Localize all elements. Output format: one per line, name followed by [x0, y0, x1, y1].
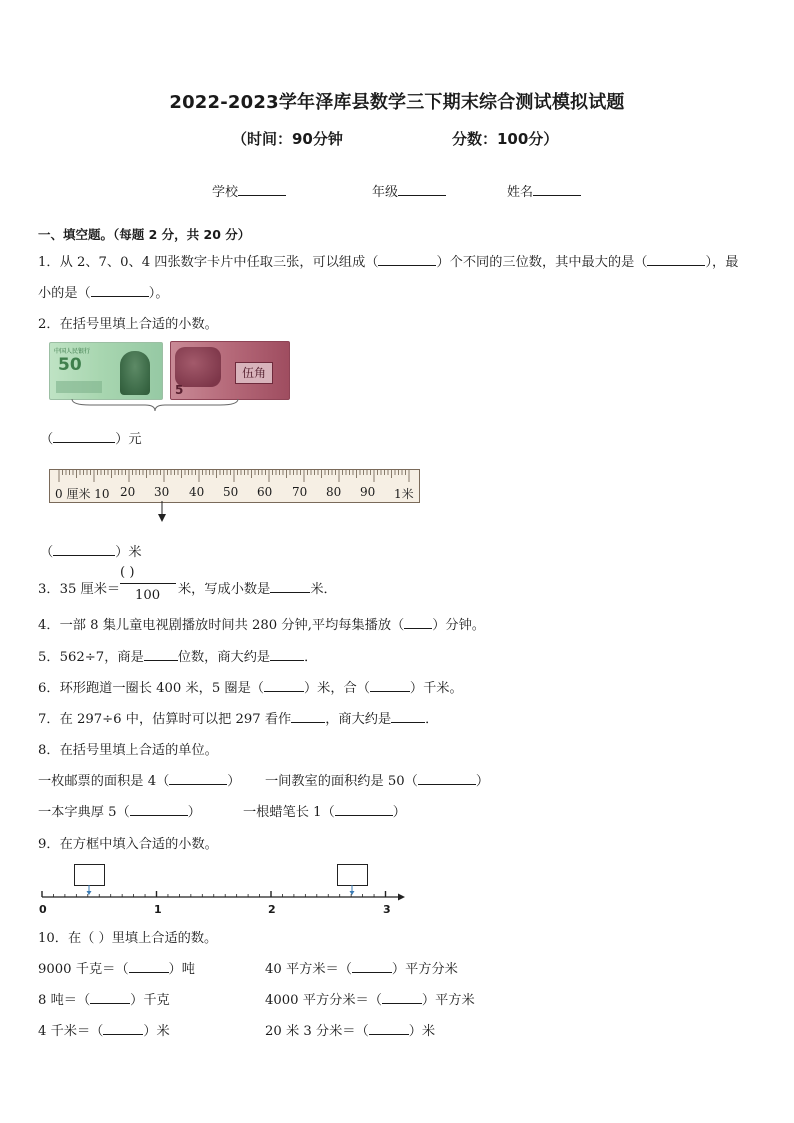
q8-blank[interactable]: [335, 803, 393, 816]
ruler-label: 30: [154, 485, 170, 499]
q8-item-close: ）: [187, 805, 201, 820]
q3-text-b-span: 米，写成小数是: [178, 582, 271, 597]
q7-text-a: 7．在 297÷6 中，估算时可以把 297 看作: [38, 712, 292, 727]
q10-item: [38, 958, 195, 977]
question-2: 2．在括号里填上合适的小数。: [38, 317, 218, 332]
q5-blank-2[interactable]: [270, 648, 304, 661]
q1-blank-1[interactable]: [378, 253, 436, 266]
q10-item-text: 40 平方米＝（: [265, 962, 352, 977]
school-field: [212, 181, 286, 200]
q10-item-unit: ）平方米: [421, 993, 475, 1008]
q3-fraction-denominator: 100: [135, 588, 161, 603]
ruler-label: 50: [223, 485, 239, 499]
q4-text-a: 4．一部 8 集儿童电视剧播放时间共 280 分钟,平均每集播放（: [38, 618, 405, 633]
q8-item-close: ）: [475, 774, 490, 789]
q2b-open: （: [40, 545, 54, 560]
q10-item-text: 9000 千克＝（: [38, 962, 129, 977]
number-line-label: 3: [383, 903, 391, 916]
q8-item-close: ）: [392, 805, 406, 820]
q1-text-b: ）个不同的三位数，其中最大的是（: [436, 255, 648, 270]
q10-blank[interactable]: [90, 991, 130, 1004]
q5-text-c: ．: [304, 650, 318, 665]
q10-item-text: 4000 平方分米＝（: [265, 993, 382, 1008]
ruler-label: 90: [360, 485, 376, 499]
ruler-label: 60: [257, 485, 273, 499]
q1-text-d: 小的是（: [38, 286, 91, 301]
q2-answer-meter: [40, 541, 142, 560]
q10-item-unit: ）平方分米: [391, 962, 458, 977]
portrait-icon: [120, 351, 150, 395]
q3-text-a: 3．35 厘米＝: [38, 582, 121, 597]
q7-text-b: ，商大约是: [325, 712, 392, 727]
q1-text-c: ），最: [705, 255, 739, 270]
q1-blank-3[interactable]: [91, 284, 149, 297]
q7-blank-2[interactable]: [391, 710, 425, 723]
q8-blank[interactable]: [130, 803, 188, 816]
q10-blank[interactable]: [103, 1022, 143, 1035]
q10-item-unit: ）千克: [130, 993, 170, 1008]
q1-text-a: 1．从 2、7、0、4 四张数字卡片中任取三张，可以组成（: [38, 255, 379, 270]
question-10: 10．在（ ）里填上合适的数。: [38, 931, 218, 946]
q10-item-unit: ）米: [408, 1024, 436, 1039]
banknote-5-jiao: [170, 341, 290, 400]
q6-blank-1[interactable]: [264, 679, 304, 692]
name-blank[interactable]: [533, 183, 581, 196]
question-5: [38, 646, 317, 665]
q3-fraction-numerator[interactable]: ( ): [120, 565, 135, 580]
q10-item-unit: ）吨: [168, 962, 195, 977]
q3-text-c: 米．: [310, 582, 337, 597]
answer-box-1[interactable]: [74, 864, 105, 886]
number-line-label: 1: [154, 903, 162, 916]
question-1-cont: [38, 282, 169, 301]
q1-text-e: ）。: [148, 286, 169, 301]
q8-item: [243, 801, 406, 820]
banknote-50-text: 中国人民银行: [54, 348, 91, 355]
q6-text-c: ）千米。: [409, 681, 463, 696]
brace-icon: [70, 397, 240, 413]
q2a-open: （: [40, 432, 54, 447]
school-blank[interactable]: [238, 183, 286, 196]
q8-item-text: 一本字典厚 5（: [38, 805, 130, 820]
ruler-label: 1米: [394, 487, 414, 501]
q10-item: [265, 1020, 435, 1039]
q6-text-b: ）米，合（: [303, 681, 370, 696]
exam-time: （时间：90分钟: [232, 130, 343, 148]
q2-blank-meter[interactable]: [53, 543, 115, 556]
q10-blank[interactable]: [129, 960, 169, 973]
banknote-pattern: [56, 381, 102, 393]
q6-text-a: 6．环形跑道一圈长 400 米，5 圈是（: [38, 681, 264, 696]
q8-item-text: 一根蜡笔长 1（: [243, 805, 335, 820]
q5-text-a: 5．562÷7，商是: [38, 650, 144, 665]
figures-icon: [175, 347, 221, 387]
q2b-close: ）米: [115, 545, 142, 560]
fraction-bar: [120, 583, 176, 584]
q10-blank[interactable]: [352, 960, 392, 973]
question-7: [38, 708, 438, 727]
question-4: [38, 614, 485, 633]
question-1: [38, 251, 738, 270]
ruler-label: 0 厘米 10: [55, 487, 110, 501]
q8-item-text: 一间教室的面积约是 50（: [265, 774, 418, 789]
question-6: [38, 677, 463, 696]
q8-item-close: ）: [227, 774, 241, 789]
number-line-label: 2: [268, 903, 276, 916]
q6-blank-2[interactable]: [370, 679, 410, 692]
school-label: 学校: [212, 185, 239, 200]
q7-blank-1[interactable]: [291, 710, 325, 723]
page-title: 2022-2023学年泽库县数学三下期末综合测试模拟试题: [169, 92, 625, 113]
q10-item: [265, 989, 475, 1008]
banknote-5-number: 5: [175, 383, 184, 397]
name-label: 姓名: [507, 185, 534, 200]
question-8: 8．在括号里填上合适的单位。: [38, 743, 218, 758]
ruler-ticks: [49, 469, 419, 483]
grade-label: 年级: [372, 185, 399, 200]
q8-item-text: 一枚邮票的面积是 4（: [38, 774, 170, 789]
ruler-label: 70: [292, 485, 308, 499]
q8-item: [265, 770, 489, 789]
q10-item: [38, 1020, 170, 1039]
name-field: [507, 181, 581, 200]
banknote-50-yuan: [49, 342, 163, 400]
q5-blank-1[interactable]: [144, 648, 178, 661]
q8-item: [38, 770, 240, 789]
q3-blank[interactable]: [270, 580, 310, 593]
q2-answer-yuan: [40, 428, 142, 447]
answer-box-2[interactable]: [337, 864, 368, 886]
q2-blank-yuan[interactable]: [53, 430, 115, 443]
ruler-label: 20: [120, 485, 136, 499]
q7-text-c: ．: [425, 712, 439, 727]
q1-blank-2[interactable]: [647, 253, 705, 266]
grade-blank[interactable]: [398, 183, 446, 196]
banknote-50-number: 50: [58, 355, 82, 375]
question-9: 9．在方框中填入合适的小数。: [38, 837, 218, 852]
q3-text-b: [178, 578, 337, 597]
q10-item-text: 4 千米＝（: [38, 1024, 104, 1039]
q8-blank[interactable]: [418, 772, 476, 785]
ruler-label: 40: [189, 485, 205, 499]
q10-item: [265, 958, 458, 977]
arrow-down-icon: [156, 501, 168, 523]
q10-blank[interactable]: [382, 991, 422, 1004]
banknote-5-text: 伍角: [235, 362, 273, 384]
q2a-close: ）元: [115, 432, 142, 447]
q10-item-text: 20 米 3 分米＝（: [265, 1024, 369, 1039]
section-heading: 一、填空题。（每题 2 分，共 20 分）: [38, 227, 251, 242]
q4-text-b: ）分钟。: [432, 618, 485, 633]
exam-score: 分数：100分）: [452, 130, 559, 148]
grade-field: [372, 181, 446, 200]
q8-item: [38, 801, 201, 820]
q10-item-unit: ）米: [143, 1024, 170, 1039]
q10-blank[interactable]: [369, 1022, 409, 1035]
q8-blank[interactable]: [169, 772, 227, 785]
q5-text-b: 位数，商大约是: [177, 650, 271, 665]
q4-blank[interactable]: [404, 616, 432, 629]
q10-item-text: 8 吨＝（: [38, 993, 91, 1008]
q10-item: [38, 989, 170, 1008]
ruler-label: 80: [326, 485, 342, 499]
number-line: [36, 884, 408, 904]
number-line-label: 0: [39, 903, 47, 916]
